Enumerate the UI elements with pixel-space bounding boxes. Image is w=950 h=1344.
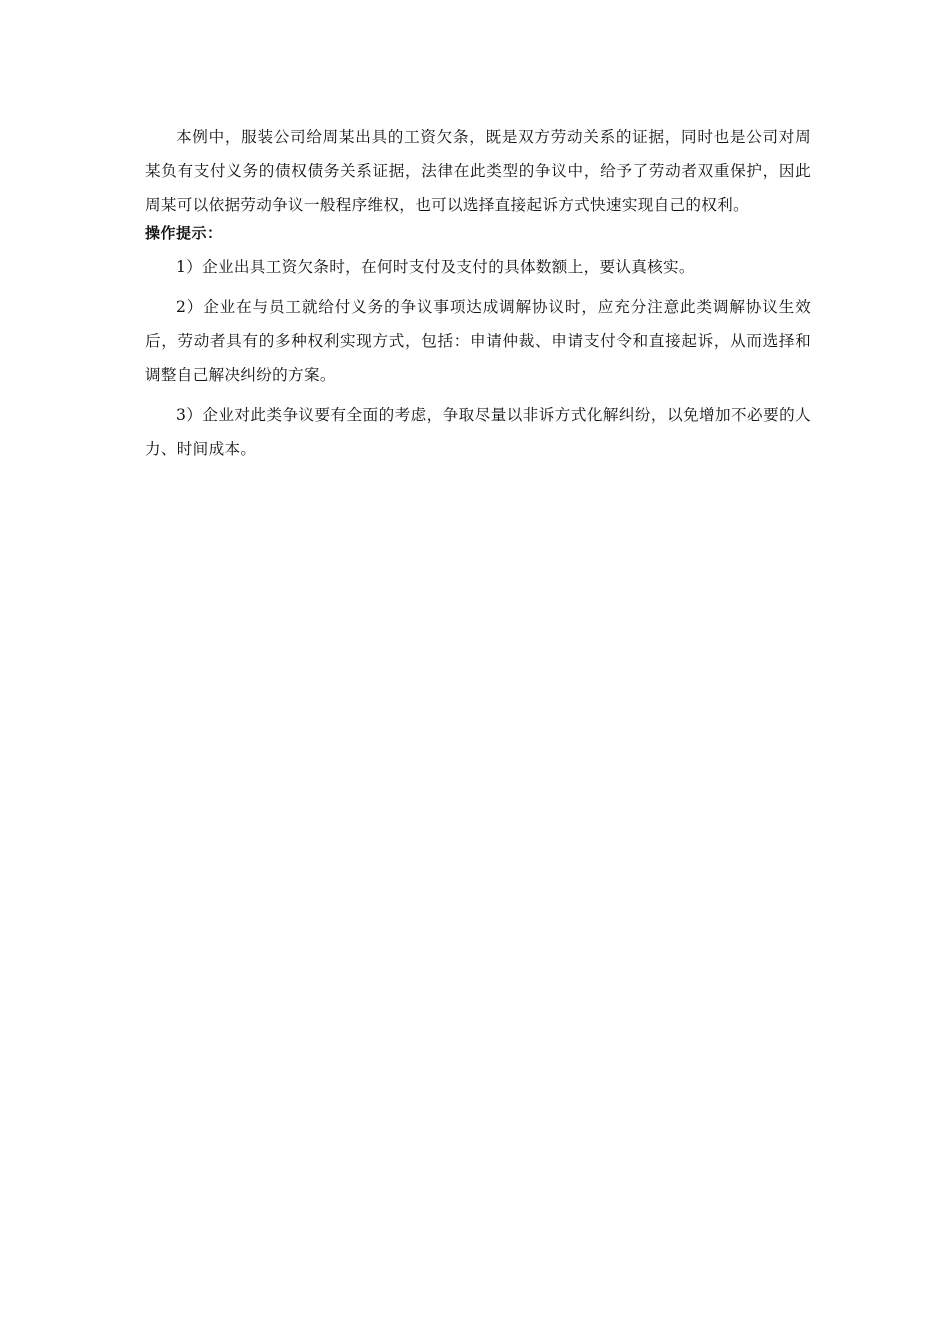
tip-item-1: 1）企业出具工资欠条时，在何时支付及支付的具体数额上，要认真核实。 [176, 258, 695, 276]
document-body [145, 120, 811, 466]
tip-item-2: 2）企业在与员工就给付义务的争议事项达成调解协议时，应充分注意此类调解协议生效后，劳动者具有的多种权利实现方式，包括：申请仲裁、申请支付令和直接起诉，从而选择和调整自己解决纠纷的方案。 [145, 298, 811, 384]
tips-heading: 操作提示： [145, 224, 223, 242]
intro-paragraph: 本例中，服装公司给周某出具的工资欠条，既是双方劳动关系的证据，同时也是公司对周某负有支付义务的债权债务关系证据，法律在此类型的争议中，给予了劳动者双重保护，因此周某可以依据劳动争议一般程序维权，也可以选择直接起诉方式快速实现自己的权利。 [145, 128, 811, 214]
tip-item-3: 3）企业对此类争议要有全面的考虑，争取尽量以非诉方式化解纠纷，以免增加不必要的人力、时间成本。 [145, 406, 811, 458]
